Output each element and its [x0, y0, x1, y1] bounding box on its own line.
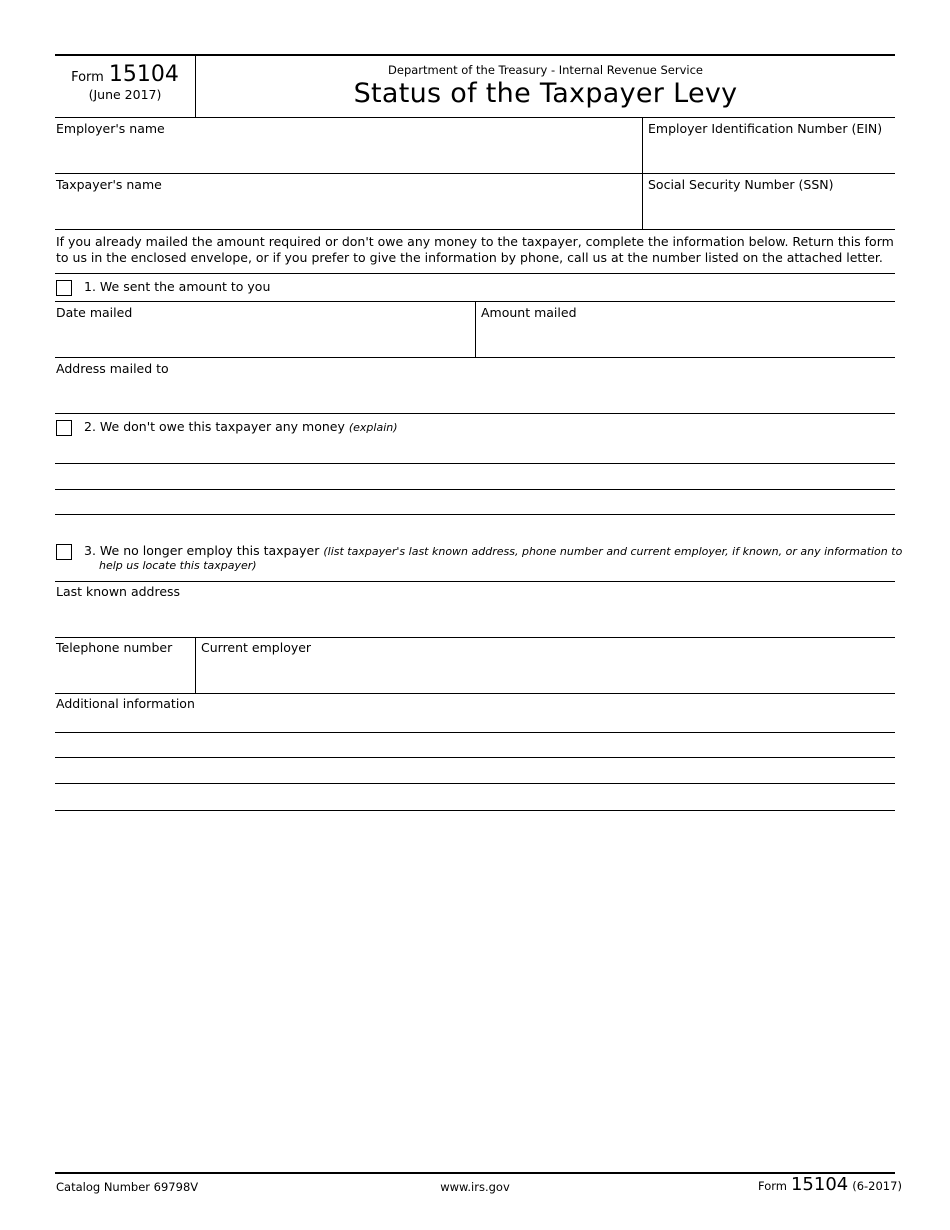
- ein-field[interactable]: [643, 118, 895, 173]
- ein-label: Employer Identification Number (EIN): [648, 121, 883, 136]
- agency-name: Department of the Treasury - Internal Revenue Service: [388, 63, 703, 77]
- additional-line-2: [55, 757, 895, 758]
- footer-form-number: 15104: [790, 1174, 849, 1195]
- rule-address-bottom: [55, 413, 895, 414]
- footer-form-rev: (6-2017): [852, 1179, 902, 1193]
- section1-checkbox[interactable]: [56, 280, 72, 296]
- additional-info-label: Additional information: [56, 696, 195, 711]
- section3-label: 3. We no longer employ this taxpayer: [84, 543, 320, 558]
- rule-instructions-bottom: [55, 273, 895, 274]
- amount-mailed-label: Amount mailed: [481, 305, 577, 320]
- form-number: 15104: [108, 62, 179, 87]
- additional-line-1: [55, 732, 895, 733]
- rule-taxpayer-bottom: [55, 229, 895, 230]
- section2-label-row: [84, 419, 398, 434]
- telephone-label: Telephone number: [56, 640, 173, 655]
- additional-line-4: [55, 810, 895, 811]
- ssn-label: Social Security Number (SSN): [648, 177, 834, 192]
- ssn-field[interactable]: [643, 174, 895, 229]
- taxpayer-name-field[interactable]: [55, 174, 642, 229]
- footer-form-id: [758, 1174, 902, 1195]
- section3-checkbox[interactable]: [56, 544, 72, 560]
- employer-name-field[interactable]: [55, 118, 642, 173]
- section3-note-line2: help us locate this taxpayer): [99, 559, 257, 572]
- footer-form-word: Form: [758, 1179, 787, 1193]
- additional-info-field[interactable]: [55, 694, 895, 810]
- form-date: (June 2017): [88, 87, 162, 102]
- instructions: If you already mailed the amount required or don't owe any money to the taxpayer, complete the information below. Return this form to us in the enclosed envelope, or if you prefer to give the information by phone, call us at the number listed on the attached letter.: [56, 234, 894, 265]
- amount-mailed-field[interactable]: [476, 302, 895, 357]
- section3-note-line1: (list taxpayer's last known address, phone number and current employer, if known, or any information to: [323, 545, 903, 558]
- current-employer-label: Current employer: [201, 640, 312, 655]
- taxpayer-name-label: Taxpayer's name: [56, 177, 162, 192]
- explain-line-1: [55, 463, 895, 464]
- section3-label-row: [84, 543, 902, 558]
- section2-checkbox[interactable]: [56, 420, 72, 436]
- top-rule: [55, 54, 895, 56]
- additional-line-3: [55, 783, 895, 784]
- section2-note: (explain): [348, 421, 398, 434]
- address-mailed-field[interactable]: [55, 358, 895, 413]
- date-mailed-label: Date mailed: [56, 305, 133, 320]
- explain-line-2: [55, 489, 895, 490]
- last-known-address-field[interactable]: [55, 582, 895, 637]
- last-known-address-label: Last known address: [56, 584, 181, 599]
- form-word: Form: [71, 70, 104, 85]
- employer-name-label: Employer's name: [56, 121, 165, 136]
- page-title: Status of the Taxpayer Levy: [353, 78, 738, 109]
- section1-label: 1. We sent the amount to you: [84, 279, 271, 294]
- explain-line-3: [55, 514, 895, 515]
- catalog-number: Catalog Number 69798V: [56, 1180, 199, 1194]
- website: www.irs.gov: [440, 1180, 510, 1194]
- address-mailed-label: Address mailed to: [56, 361, 169, 376]
- date-mailed-field[interactable]: [55, 302, 475, 357]
- telephone-field[interactable]: [55, 638, 195, 693]
- form-id-block: [55, 62, 195, 102]
- section2-label: 2. We don't owe this taxpayer any money: [84, 419, 345, 434]
- explain-field[interactable]: [55, 440, 895, 514]
- current-employer-field[interactable]: [196, 638, 895, 693]
